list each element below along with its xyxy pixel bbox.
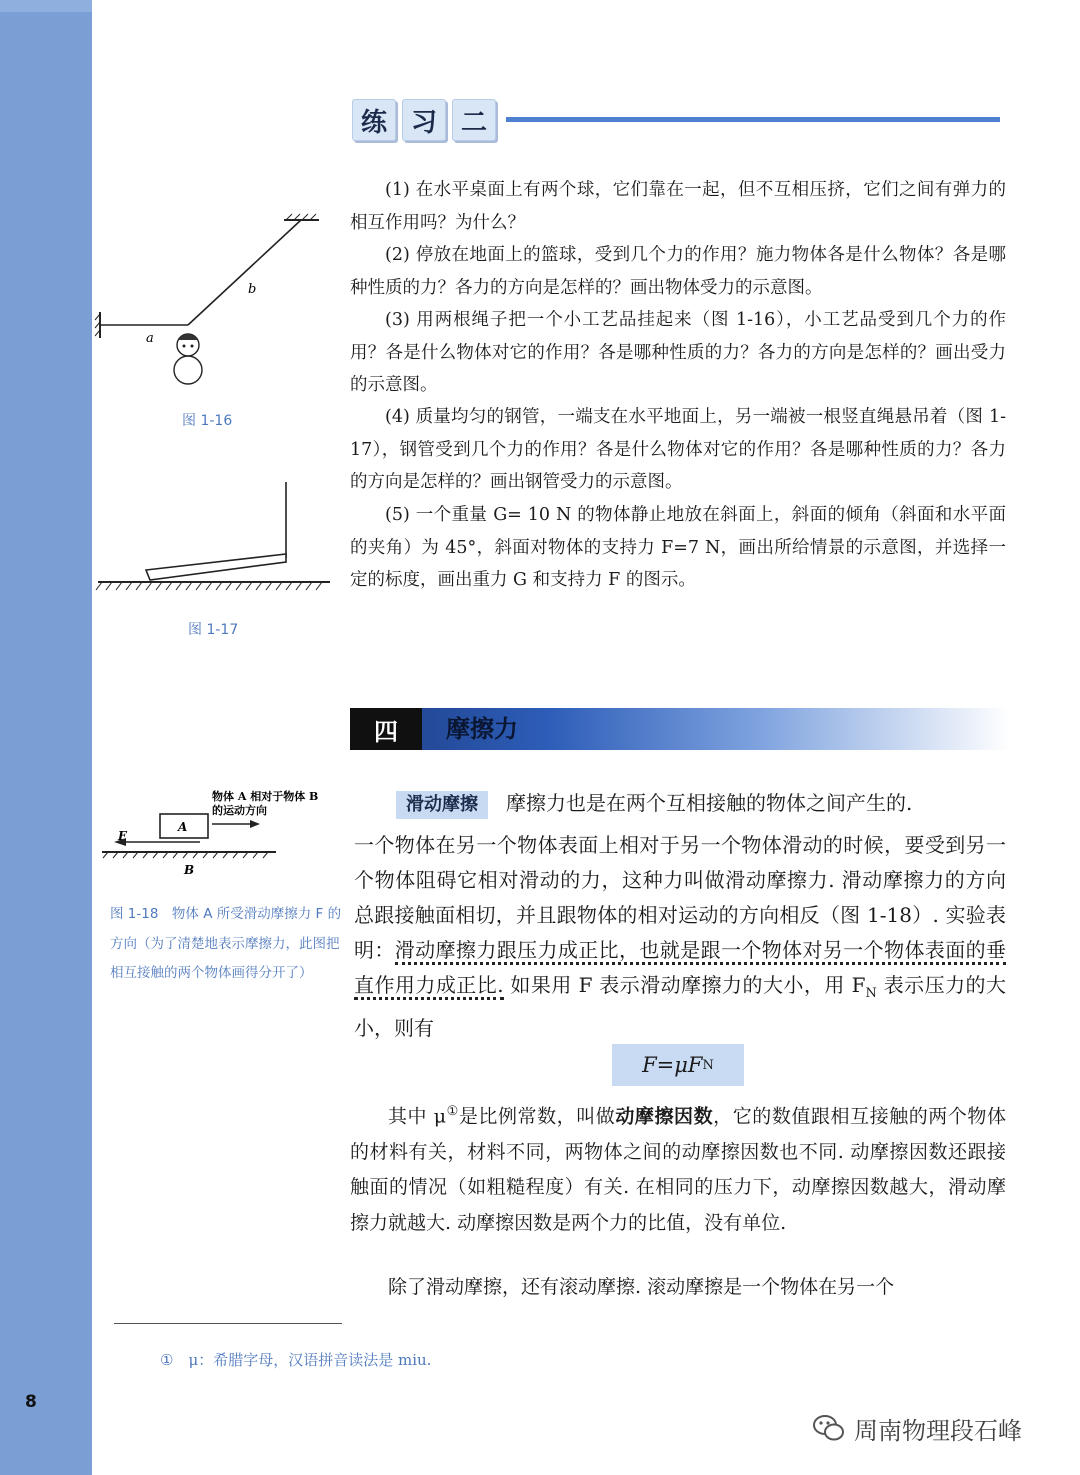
steel-pipe	[146, 554, 286, 580]
exercise-title-char-2: 习	[402, 99, 446, 141]
body-sub-n: N	[865, 986, 877, 1001]
watermark-text: 周南物理段石峰	[854, 1416, 1022, 1445]
problem-2: (2) 停放在地面上的篮球，受到几个力的作用？施力物体各是什么物体？各是哪种性质的力？各力的方向是怎样的？画出物体受力的示意图。	[350, 245, 1006, 298]
problem-5: (5) 一个重量 G= 10 N 的物体静止地放在斜面上，斜面的倾角（斜面和水平面的夹角）为 45°，斜面对物体的支持力 F=7 N，画出所给情景的示意图，并选择一定的标度，画出重力 G 和支持力 F 的图示。	[350, 505, 1006, 590]
motion-arrow-head	[250, 820, 260, 828]
left-band-top	[0, 0, 92, 12]
problem-1: (1) 在水平桌面上有两个球，它们靠在一起，但不互相压挤，它们之间有弹力的相互作用吗？为什么？	[350, 180, 1006, 233]
intro-text: 摩擦力也是在两个互相接触的物体之间产生的.	[506, 791, 913, 815]
fig-1-16-caption: 图 1-16	[182, 413, 233, 429]
exercise-title	[352, 99, 496, 141]
fig-1-17-caption: 图 1-17	[188, 622, 239, 638]
fig118-annotation-1: 物体 A 相对于物体 B	[212, 790, 319, 803]
body-dotted-emphasis: 滑动摩擦力跟压力成正比，也就是跟一个物体对另一个物体表面的垂直作用力成正比.	[354, 938, 1006, 1000]
problem-3: (3) 用两根绳子把一个小工艺品挂起来（图 1-16），小工艺品受到几个力的作用？各是什么物体对它的作用？各是哪种性质的力？各力的方向是怎样的？画出受力的示意图。	[350, 310, 1006, 395]
exercise-title-char-3: 二	[452, 99, 496, 141]
wechat-icon	[812, 1413, 846, 1443]
body-part-c: 表示压力的大小，则有	[354, 973, 1007, 1040]
paragraph-coefficient	[350, 1094, 1006, 1241]
ground-hatch	[96, 582, 322, 590]
section-body	[354, 828, 1006, 1046]
term-kinetic-friction-coefficient: 动摩擦因数	[615, 1105, 714, 1128]
label-A: A	[178, 820, 188, 834]
figure-1-16	[94, 210, 334, 390]
p2-end: ，它的数值跟相互接触的两个物体的材料有关，材料不同，两物体之间的动摩擦因数也不同. 动摩擦因数还跟接触面的情况（如粗糙程度）有关. 在相同的压力下，动摩擦因数越大，滑动摩擦力就越大. 动摩擦因数是两个力的比值，没有单位.	[350, 1105, 1006, 1234]
label-F: F	[118, 829, 127, 843]
footnote: ① μ：希腊字母，汉语拼音读法是 miu.	[160, 1351, 432, 1369]
exercise-rule	[506, 117, 1000, 122]
friction-formula	[612, 1044, 744, 1086]
body-part-a: 一个物体在另一个物体表面上相对于另一个物体滑动的时候，要受到另一个物体阻碍它相对滑动的力，这种力叫做滑动摩擦力. 滑动摩擦力的方向总跟接触面相切，并且跟物体的相对运动的方向相反（图 1-18）. 实验表明：	[354, 833, 1006, 962]
page-number: 8	[25, 1392, 37, 1412]
sliding-friction-tag: 滑动摩擦	[396, 791, 488, 819]
exercise-title-char-1: 练	[352, 99, 396, 141]
formula-sub: N	[702, 1057, 714, 1073]
fig-1-18-caption: 图 1-18 物体 A 所受滑动摩擦力 F 的方向（为了清楚地表示摩擦力，此图把相互接触的两个物体画得分开了）	[110, 906, 342, 981]
left-margin-band	[0, 0, 92, 1475]
figure-1-17	[94, 478, 334, 598]
p2-start: 其中 μ	[388, 1105, 447, 1128]
label-B: B	[184, 863, 195, 877]
section-title: 摩擦力	[446, 715, 518, 743]
footnote-rule	[114, 1323, 342, 1324]
section-number: 四	[350, 708, 422, 750]
formula-main: F=μF	[642, 1053, 703, 1077]
section-intro	[354, 786, 1006, 821]
ornament-body	[174, 356, 202, 384]
fig118-annotation-2: 的运动方向	[212, 804, 267, 817]
body-part-b: 如果用 F 表示滑动摩擦力的大小，用 F	[503, 973, 866, 997]
label-b: b	[248, 282, 257, 297]
label-a: a	[146, 331, 154, 346]
ornament-hair	[178, 334, 198, 340]
watermark	[812, 1410, 1022, 1446]
paragraph-rolling: 除了滑动摩擦，还有滚动摩擦. 滚动摩擦是一个物体在另一个	[388, 1276, 895, 1298]
footnote-marker: ①	[446, 1104, 459, 1119]
p2-mid: 是比例常数，叫做	[458, 1105, 616, 1128]
rope-b	[188, 220, 301, 325]
figure-1-18	[100, 784, 350, 884]
problem-4: (4) 质量均匀的钢管，一端支在水平地面上，另一端被一根竖直绳悬吊着（图 1-17），钢管受到几个力的作用？各是什么物体对它的作用？各是哪种性质的力？各力的方向是怎样的？画出钢管受力的示意图。	[350, 407, 1006, 492]
